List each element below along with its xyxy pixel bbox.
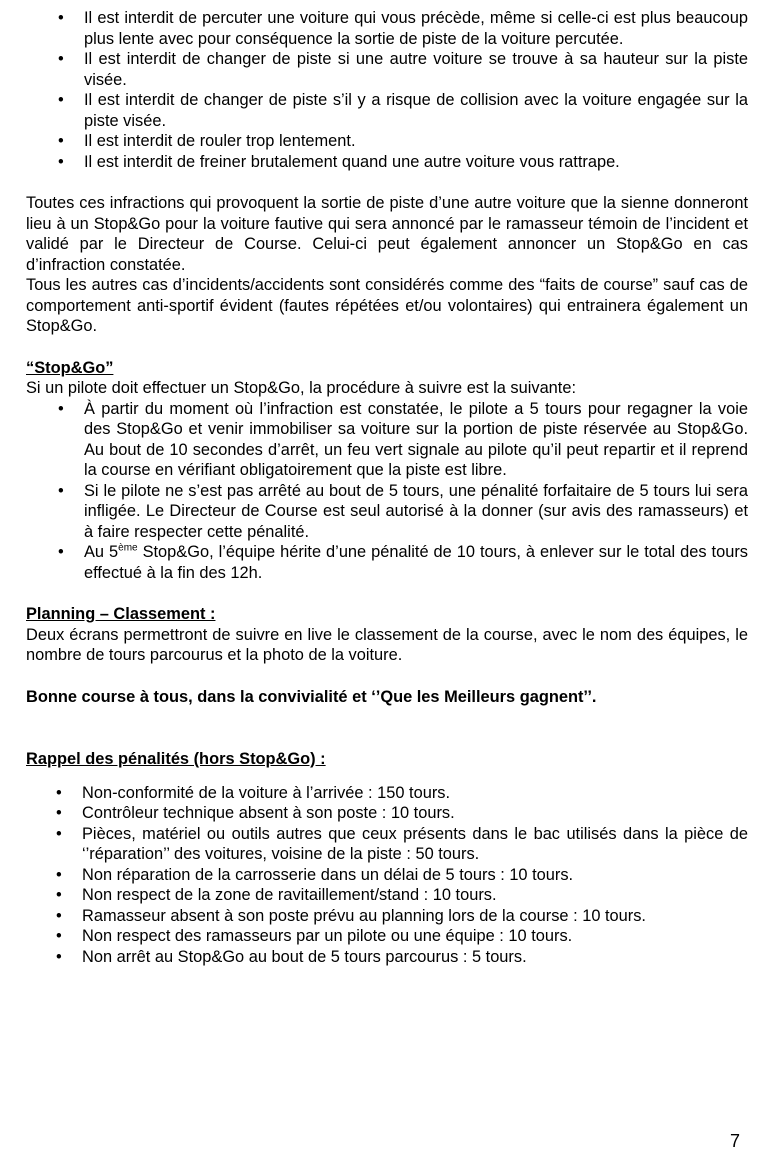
planning-text: Deux écrans permettront de suivre en live le classement de la course, avec le nom des équipes, le nombre de tours parcourus et la photo de la voiture. — [26, 625, 748, 664]
list-item: • À partir du moment où l’infraction est constatée, le pilote a 5 tours pour regagner la voie des Stop&Go et venir immobiliser sa voiture sur la portion de piste réservée au Stop&Go. Au bout de 10 secondes d’arrêt, un feu vert signale au pilote qu’il peut repartir et il reprend la course en vérifiant obligatoirement que la piste est libre. — [26, 399, 748, 481]
list-item: • Non-conformité de la voiture à l’arrivée : 150 tours. — [26, 783, 748, 804]
other-cases-paragraph: Tous les autres cas d’incidents/accidents sont considérés comme des “faits de course” sauf cas de comportement anti-sportif évident (fautes répétées et/ou volontaires) qui entrainera également un Stop&Go. — [26, 276, 748, 335]
stopgo-intro: Si un pilote doit effectuer un Stop&Go, la procédure à suivre est la suivante: — [26, 379, 577, 397]
list-item: • Non arrêt au Stop&Go au bout de 5 tours parcourus : 5 tours. — [26, 947, 748, 968]
stopgo-heading: “Stop&Go” — [26, 358, 114, 377]
penalties-list — [26, 783, 748, 968]
list-item: • Contrôleur technique absent à son poste : 10 tours. — [26, 803, 748, 824]
infractions-paragraph: Toutes ces infractions qui provoquent la sortie de piste d’une autre voiture que la sienne donneront lieu à un Stop&Go pour la voiture fautive qui sera annoncé par le ramasseur témoin de l’incident et validé par le Directeur de Course. Celui-ci peut également annoncer un Stop&Go en cas d’infraction constatée. — [26, 194, 748, 274]
list-item: • Il est interdit de changer de piste si une autre voiture se trouve à sa hauteur sur la piste visée. — [26, 49, 748, 90]
list-item: • Il est interdit de percuter une voiture qui vous précède, même si celle-ci est plus beaucoup plus lente avec pour conséquence la sortie de piste de la voiture percutée. — [26, 8, 748, 49]
list-item: • Il est interdit de changer de piste s’il y a risque de collision avec la voiture engagée sur la piste visée. — [26, 90, 748, 131]
list-item: • Ramasseur absent à son poste prévu au planning lors de la course : 10 tours. — [26, 906, 748, 927]
item-text: Au 5 — [84, 543, 119, 561]
list-item: • Non réparation de la carrosserie dans un délai de 5 tours : 10 tours. — [26, 865, 748, 886]
rules-list — [26, 8, 748, 172]
list-item: • Il est interdit de rouler trop lentement. — [26, 131, 748, 152]
page-number: 7 — [729, 1131, 740, 1151]
closing-line: Bonne course à tous, dans la convivialité et ‘’Que les Meilleurs gagnent’’. — [26, 687, 597, 706]
list-item: • Il est interdit de freiner brutalement quand une autre voiture vous rattrape. — [26, 152, 748, 173]
item-text: Stop&Go, l’équipe hérite d’une pénalité de 10 tours, à enlever sur le total des tours effectué à la fin des 12h. — [84, 543, 748, 582]
penalties-heading: Rappel des pénalités (hors Stop&Go) : — [26, 750, 326, 768]
superscript: ème — [118, 542, 138, 554]
list-item: • Pièces, matériel ou outils autres que ceux présents dans le bac utilisés dans la pièce de ‘’réparation’’ des voitures, voisine de la piste : 50 tours. — [26, 824, 748, 865]
list-item: • Non respect des ramasseurs par un pilote ou une équipe : 10 tours. — [26, 926, 748, 947]
list-item — [26, 542, 748, 583]
planning-heading: Planning – Classement : — [26, 605, 216, 623]
list-item: • Si le pilote ne s’est pas arrêté au bout de 5 tours, une pénalité forfaitaire de 5 tours lui sera infligée. Le Directeur de Course est seul autorisé à la donner (sur avis des ramasseurs) et à faire respecter cette pénalité. — [26, 481, 748, 543]
stopgo-list — [26, 399, 748, 584]
list-item: • Non respect de la zone de ravitaillement/stand : 10 tours. — [26, 885, 748, 906]
